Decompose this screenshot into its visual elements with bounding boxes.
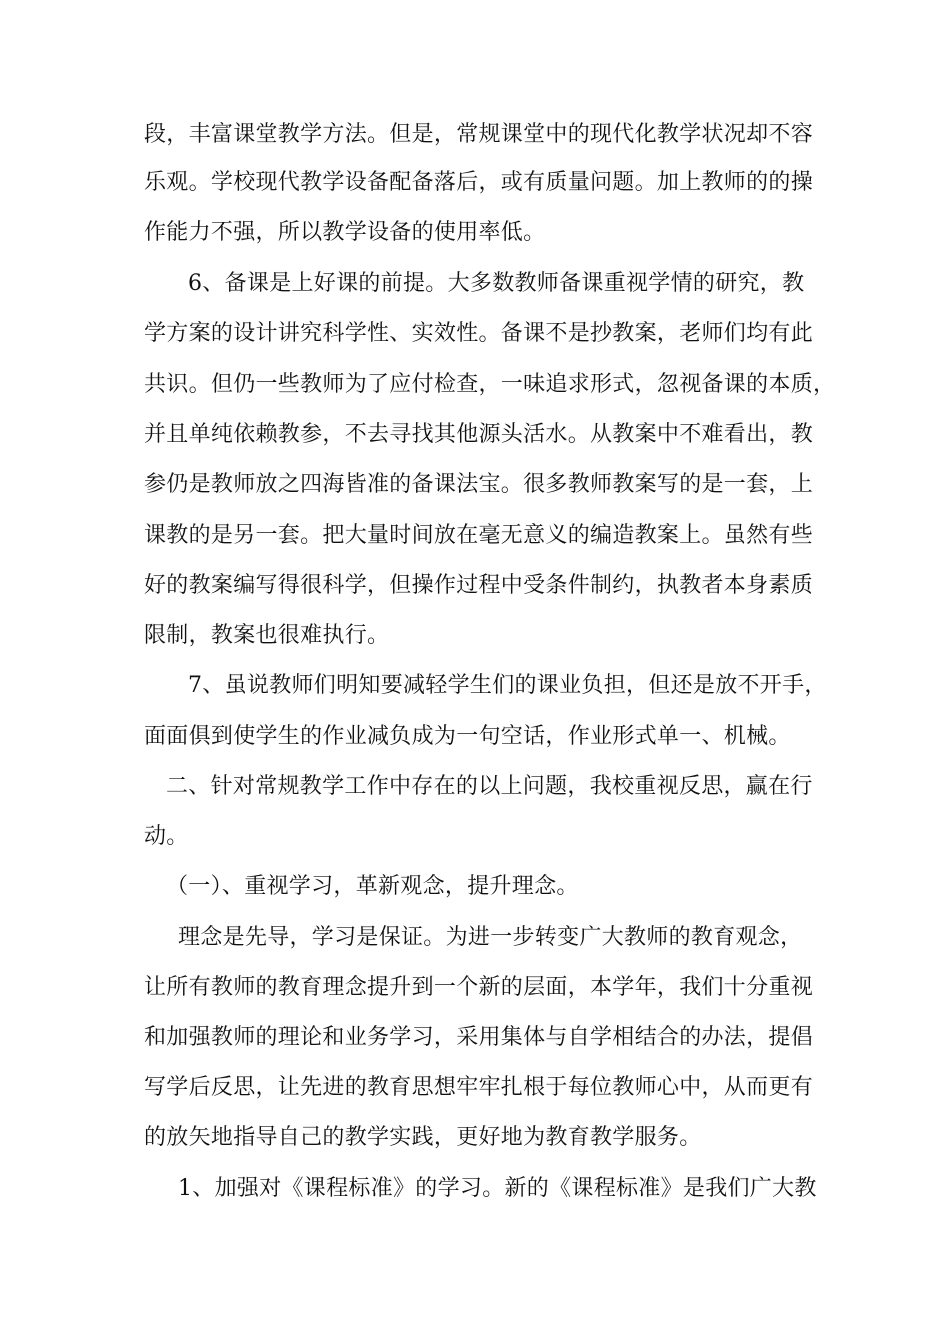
text-line: （一）、重视学习，革新观念，提升理念。 (166, 874, 579, 899)
text-line: 并且单纯依赖教参，不去寻找其他源头活水。从教案中不难看出，教 (144, 422, 814, 447)
text-line: 课教的是另一套。把大量时间放在毫无意义的编造教案上。虽然有些 (144, 523, 814, 548)
text-line: 二、针对常规教学工作中存在的以上问题，我校重视反思，赢在行 (166, 774, 813, 799)
text-line: 乐观。学校现代教学设备配备落后，或有质量问题。加上教师的的操 (144, 170, 814, 195)
text-line: 写学后反思，让先进的教育思想牢牢扎根于每位教师心中，从而更有 (144, 1075, 814, 1100)
text-line: 6、备课是上好课的前提。大多数教师备课重视学情的研究，教 (188, 271, 805, 296)
text-line: 作能力不强，所以教学设备的使用率低。 (144, 220, 546, 245)
text-line: 参仍是教师放之四海皆准的备课法宝。很多教师教案写的是一套，上 (144, 472, 814, 497)
text-line: 1、加强对《课程标准》的学习。新的《课程标准》是我们广大教 (178, 1176, 817, 1201)
text-line: 动。 (144, 824, 189, 849)
text-line: 好的教案编写得很科学，但操作过程中受条件制约，执教者本身素质 (144, 573, 814, 598)
text-line: 的放矢地指导自己的教学实践，更好地为教育教学服务。 (144, 1125, 702, 1150)
text-line: 共识。但仍一些教师为了应付检查，一味追求形式，忽视备课的本质， (144, 372, 836, 397)
text-line: 理念是先导，学习是保证。为进一步转变广大教师的教育观念， (178, 925, 803, 950)
text-line: 面面俱到使学生的作业减负成为一句空话，作业形式单一、机械。 (144, 724, 791, 749)
text-line: 限制，教案也很难执行。 (144, 623, 390, 648)
text-line: 让所有教师的教育理念提升到一个新的层面，本学年，我们十分重视 (144, 975, 814, 1000)
text-line: 段，丰富课堂教学方法。但是，常规课堂中的现代化教学状况却不容 (144, 122, 814, 147)
text-line: 7、虽说教师们明知要减轻学生们的课业负担，但还是放不开手， (188, 673, 827, 698)
text-line: 和加强教师的理论和业务学习，采用集体与自学相结合的办法，提倡 (144, 1025, 814, 1050)
text-line: 学方案的设计讲究科学性、实效性。备课不是抄教案，老师们均有此 (144, 321, 814, 346)
